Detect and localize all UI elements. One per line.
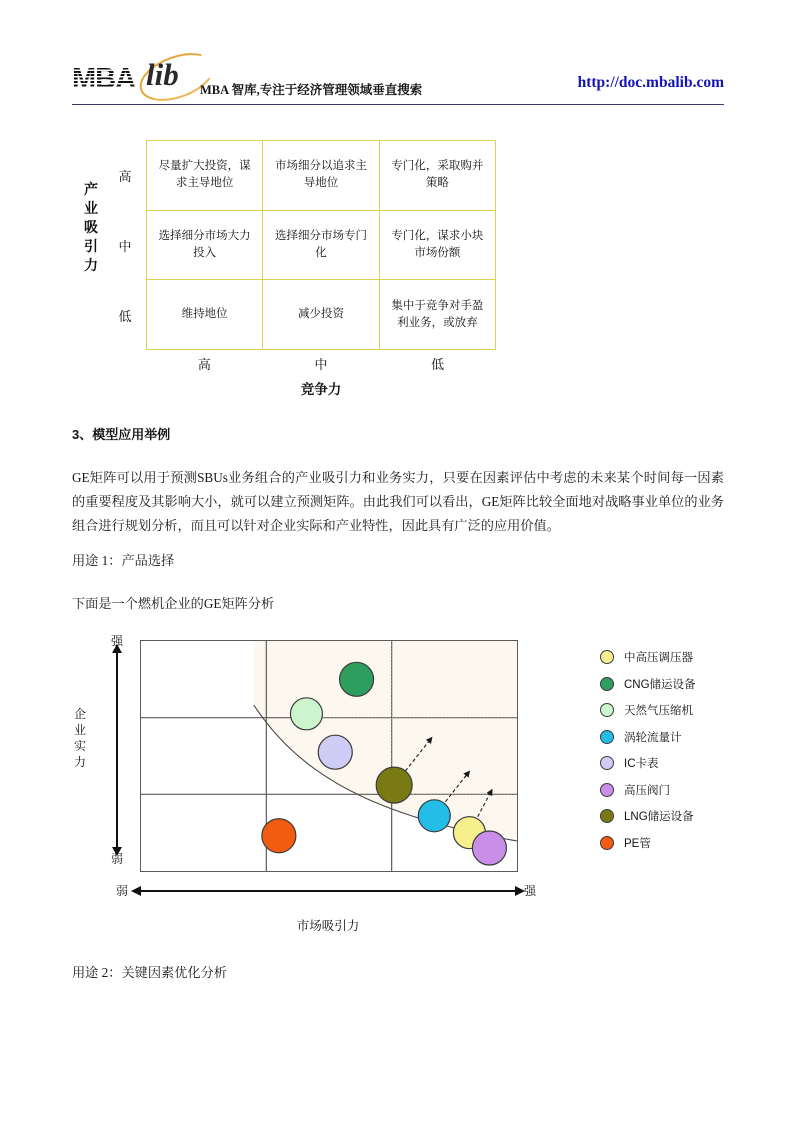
legend-item-2[interactable] xyxy=(600,671,780,698)
matrix-cell-r2c3: 专门化，谋求小块市场份额 xyxy=(379,210,495,280)
matrix-cell-r1c1: 尽量扩大投资，谋求主导地位 xyxy=(147,141,263,211)
header-url-link[interactable]: http://doc.mbalib.com xyxy=(577,74,724,91)
legend-item-6[interactable] xyxy=(600,777,780,804)
legend-label: 高压阀门 xyxy=(624,784,670,797)
chart-bubble-2[interactable] xyxy=(340,662,374,696)
chart-bubble-6[interactable] xyxy=(472,831,506,865)
page-header xyxy=(72,56,724,104)
logo-lib-text: lib xyxy=(146,57,179,92)
legend-item-8[interactable] xyxy=(600,830,780,857)
header-divider xyxy=(72,104,724,105)
ge-matrix-table xyxy=(146,140,496,350)
chart-bubble-5[interactable] xyxy=(318,735,352,769)
legend-item-1[interactable] xyxy=(600,644,780,671)
matrix-row-labels xyxy=(108,140,142,350)
chart-bubble-3[interactable] xyxy=(290,698,322,730)
matrix-x-axis-label: 竞争力 xyxy=(300,382,342,397)
legend-swatch-icon xyxy=(600,650,614,664)
legend-swatch-icon xyxy=(600,783,614,797)
chart-x-axis-label: 市场吸引力 xyxy=(296,919,360,933)
legend-item-3[interactable] xyxy=(600,697,780,724)
chart-y-axis-arrow xyxy=(116,652,118,848)
legend-item-5[interactable] xyxy=(600,750,780,777)
legend-item-4[interactable] xyxy=(600,724,780,751)
chart-bubble-4[interactable] xyxy=(418,800,450,832)
chart-y-tick-low: 弱 xyxy=(110,852,123,866)
chart-y-axis-label: 企业实力 xyxy=(73,707,86,769)
matrix-col-label-low: 低 xyxy=(431,357,445,372)
matrix-cell-r3c2: 减少投资 xyxy=(263,280,379,350)
matrix-row-label-high: 高 xyxy=(118,168,132,184)
use-case-1-description: 下面是一个燃机企业的GE矩阵分析 xyxy=(72,596,275,611)
matrix-row-label-mid: 中 xyxy=(118,238,132,254)
matrix-col-label-mid: 中 xyxy=(314,357,328,372)
chart-shaded-region xyxy=(254,641,517,841)
table-row xyxy=(147,280,496,350)
section-heading: 3、模型应用举例 xyxy=(72,427,171,442)
legend-swatch-icon xyxy=(600,756,614,770)
logo-mba-text: MBA xyxy=(72,63,136,95)
legend-swatch-icon xyxy=(600,703,614,717)
matrix-cell-r3c1: 维持地位 xyxy=(147,280,263,350)
matrix-y-axis-label: 产业吸引力 xyxy=(84,181,98,273)
chart-svg xyxy=(141,641,517,871)
matrix-column-labels xyxy=(146,354,496,373)
matrix-cell-r1c2: 市场细分以追求主导地位 xyxy=(263,141,379,211)
header-tagline: MBA 智库,专注于经济管理领域垂直搜索 xyxy=(200,83,423,97)
legend-label: 涡轮流量计 xyxy=(624,731,682,744)
ge-matrix-figure xyxy=(80,132,520,397)
legend-label: PE管 xyxy=(624,837,651,850)
legend-label: 天然气压缩机 xyxy=(624,705,693,718)
chart-bubble-8[interactable] xyxy=(262,819,296,853)
use-case-1-title: 用途 1：产品选择 xyxy=(72,553,175,568)
matrix-cell-r1c3: 专门化，采取购并策略 xyxy=(379,141,495,211)
matrix-cell-r2c1: 选择细分市场大力投入 xyxy=(147,210,263,280)
legend-label: IC卡表 xyxy=(624,758,659,771)
matrix-row-label-low: 低 xyxy=(118,308,132,324)
legend-label: CNG储运设备 xyxy=(624,678,696,691)
matrix-cell-r2c2: 选择细分市场专门化 xyxy=(263,210,379,280)
mbalib-logo xyxy=(72,56,214,96)
legend-swatch-icon xyxy=(600,836,614,850)
chart-legend xyxy=(600,644,780,856)
legend-swatch-icon xyxy=(600,677,614,691)
ge-bubble-chart xyxy=(72,628,724,938)
chart-x-tick-low: 弱 xyxy=(116,884,129,898)
chart-bubble-7[interactable] xyxy=(376,767,412,803)
chart-y-tick-high: 强 xyxy=(110,634,123,648)
legend-item-7[interactable] xyxy=(600,803,780,830)
legend-swatch-icon xyxy=(600,730,614,744)
chart-x-tick-high: 强 xyxy=(524,884,537,898)
chart-plot-area xyxy=(140,640,518,872)
table-row xyxy=(147,141,496,211)
legend-label: LNG储运设备 xyxy=(624,811,694,824)
paragraph-main: GE矩阵可以用于预测SBUs业务组合的产业吸引力和业务实力，只要在因素评估中考虑的未来某个时间每一因素的重要程度及其影响大小，就可以建立预测矩阵。由此我们可以看出，GE矩阵比较全面地对战略事业单位的业务组合进行规划分析，而且可以针对企业实际和产业特性，因此具有广泛的应用价值。 xyxy=(72,470,724,533)
chart-x-axis-arrow xyxy=(140,890,516,892)
matrix-cell-r3c3: 集中于竞争对手盈利业务，或放弃 xyxy=(379,280,495,350)
table-row xyxy=(147,210,496,280)
legend-swatch-icon xyxy=(600,809,614,823)
matrix-col-label-high: 高 xyxy=(197,357,211,372)
use-case-2-title: 用途 2：关键因素优化分析 xyxy=(72,965,227,980)
legend-label: 中高压调压器 xyxy=(624,652,693,665)
